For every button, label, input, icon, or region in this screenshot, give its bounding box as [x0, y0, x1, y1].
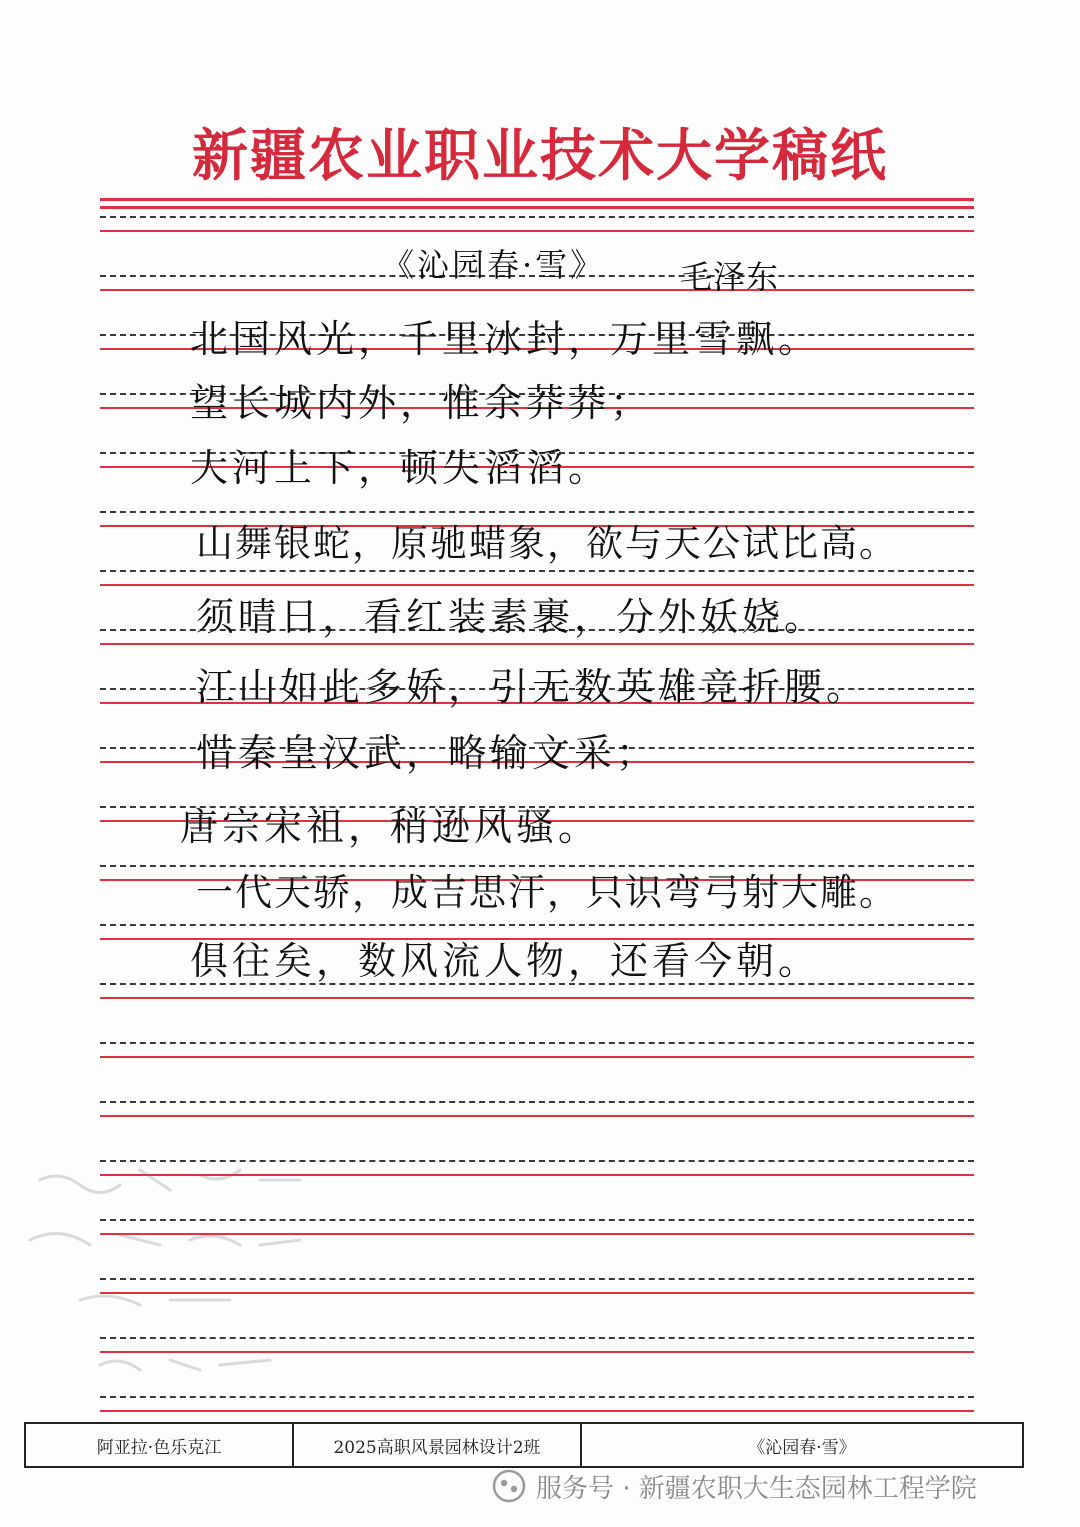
poem-line-3: 大河上下，顿失滔滔。: [190, 446, 611, 490]
bleed-through-marks: [20, 1150, 320, 1410]
wechat-icon: [492, 1469, 526, 1503]
poem-line-4: 山舞银蛇，原驰蜡象，欲与天公试比高。: [196, 522, 898, 565]
header-rule-top: [100, 198, 974, 201]
poem-line-1: 北国风光，千里冰封，万里雪飘。: [190, 317, 821, 361]
header-rule-bottom: [100, 206, 974, 209]
poem-line-9: 一代天骄，成吉思汗，只识弯弓射大雕。: [196, 871, 898, 914]
poem-line-10: 俱往矣，数风流人物，还看今朝。: [190, 939, 821, 983]
poem-line-7: 惜秦皇汉武，略输文采；: [196, 731, 659, 775]
poem-line-6: 江山如此多娇，引无数英雄竞折腰。: [196, 665, 869, 709]
poem-title: 《沁园春·雪》: [382, 246, 606, 284]
poem-line-8: 唐宗宋祖，稍逊风骚。: [180, 805, 601, 849]
poem-author: 毛泽东: [680, 258, 780, 296]
submission-info-table: [24, 1422, 1024, 1468]
ruled-line: [100, 1042, 974, 1102]
poem-line-2: 望长城内外，惟余莽莽；: [190, 381, 653, 425]
poem-line-5: 须晴日，看红装素裹，分外妖娆。: [196, 595, 827, 639]
student-name: 阿亚拉·色乐克江: [26, 1424, 294, 1466]
ruled-line: [100, 983, 974, 1043]
watermark-text: 服务号 · 新疆农职大生态园林工程学院: [536, 1473, 977, 1504]
work-title: 《沁园春·雪》: [748, 1437, 856, 1458]
class-name: 2025高职风景园林设计2班: [294, 1424, 582, 1466]
account-watermark: [492, 1466, 977, 1506]
paper-heading: 新疆农业职业技术大学稿纸: [192, 123, 888, 189]
